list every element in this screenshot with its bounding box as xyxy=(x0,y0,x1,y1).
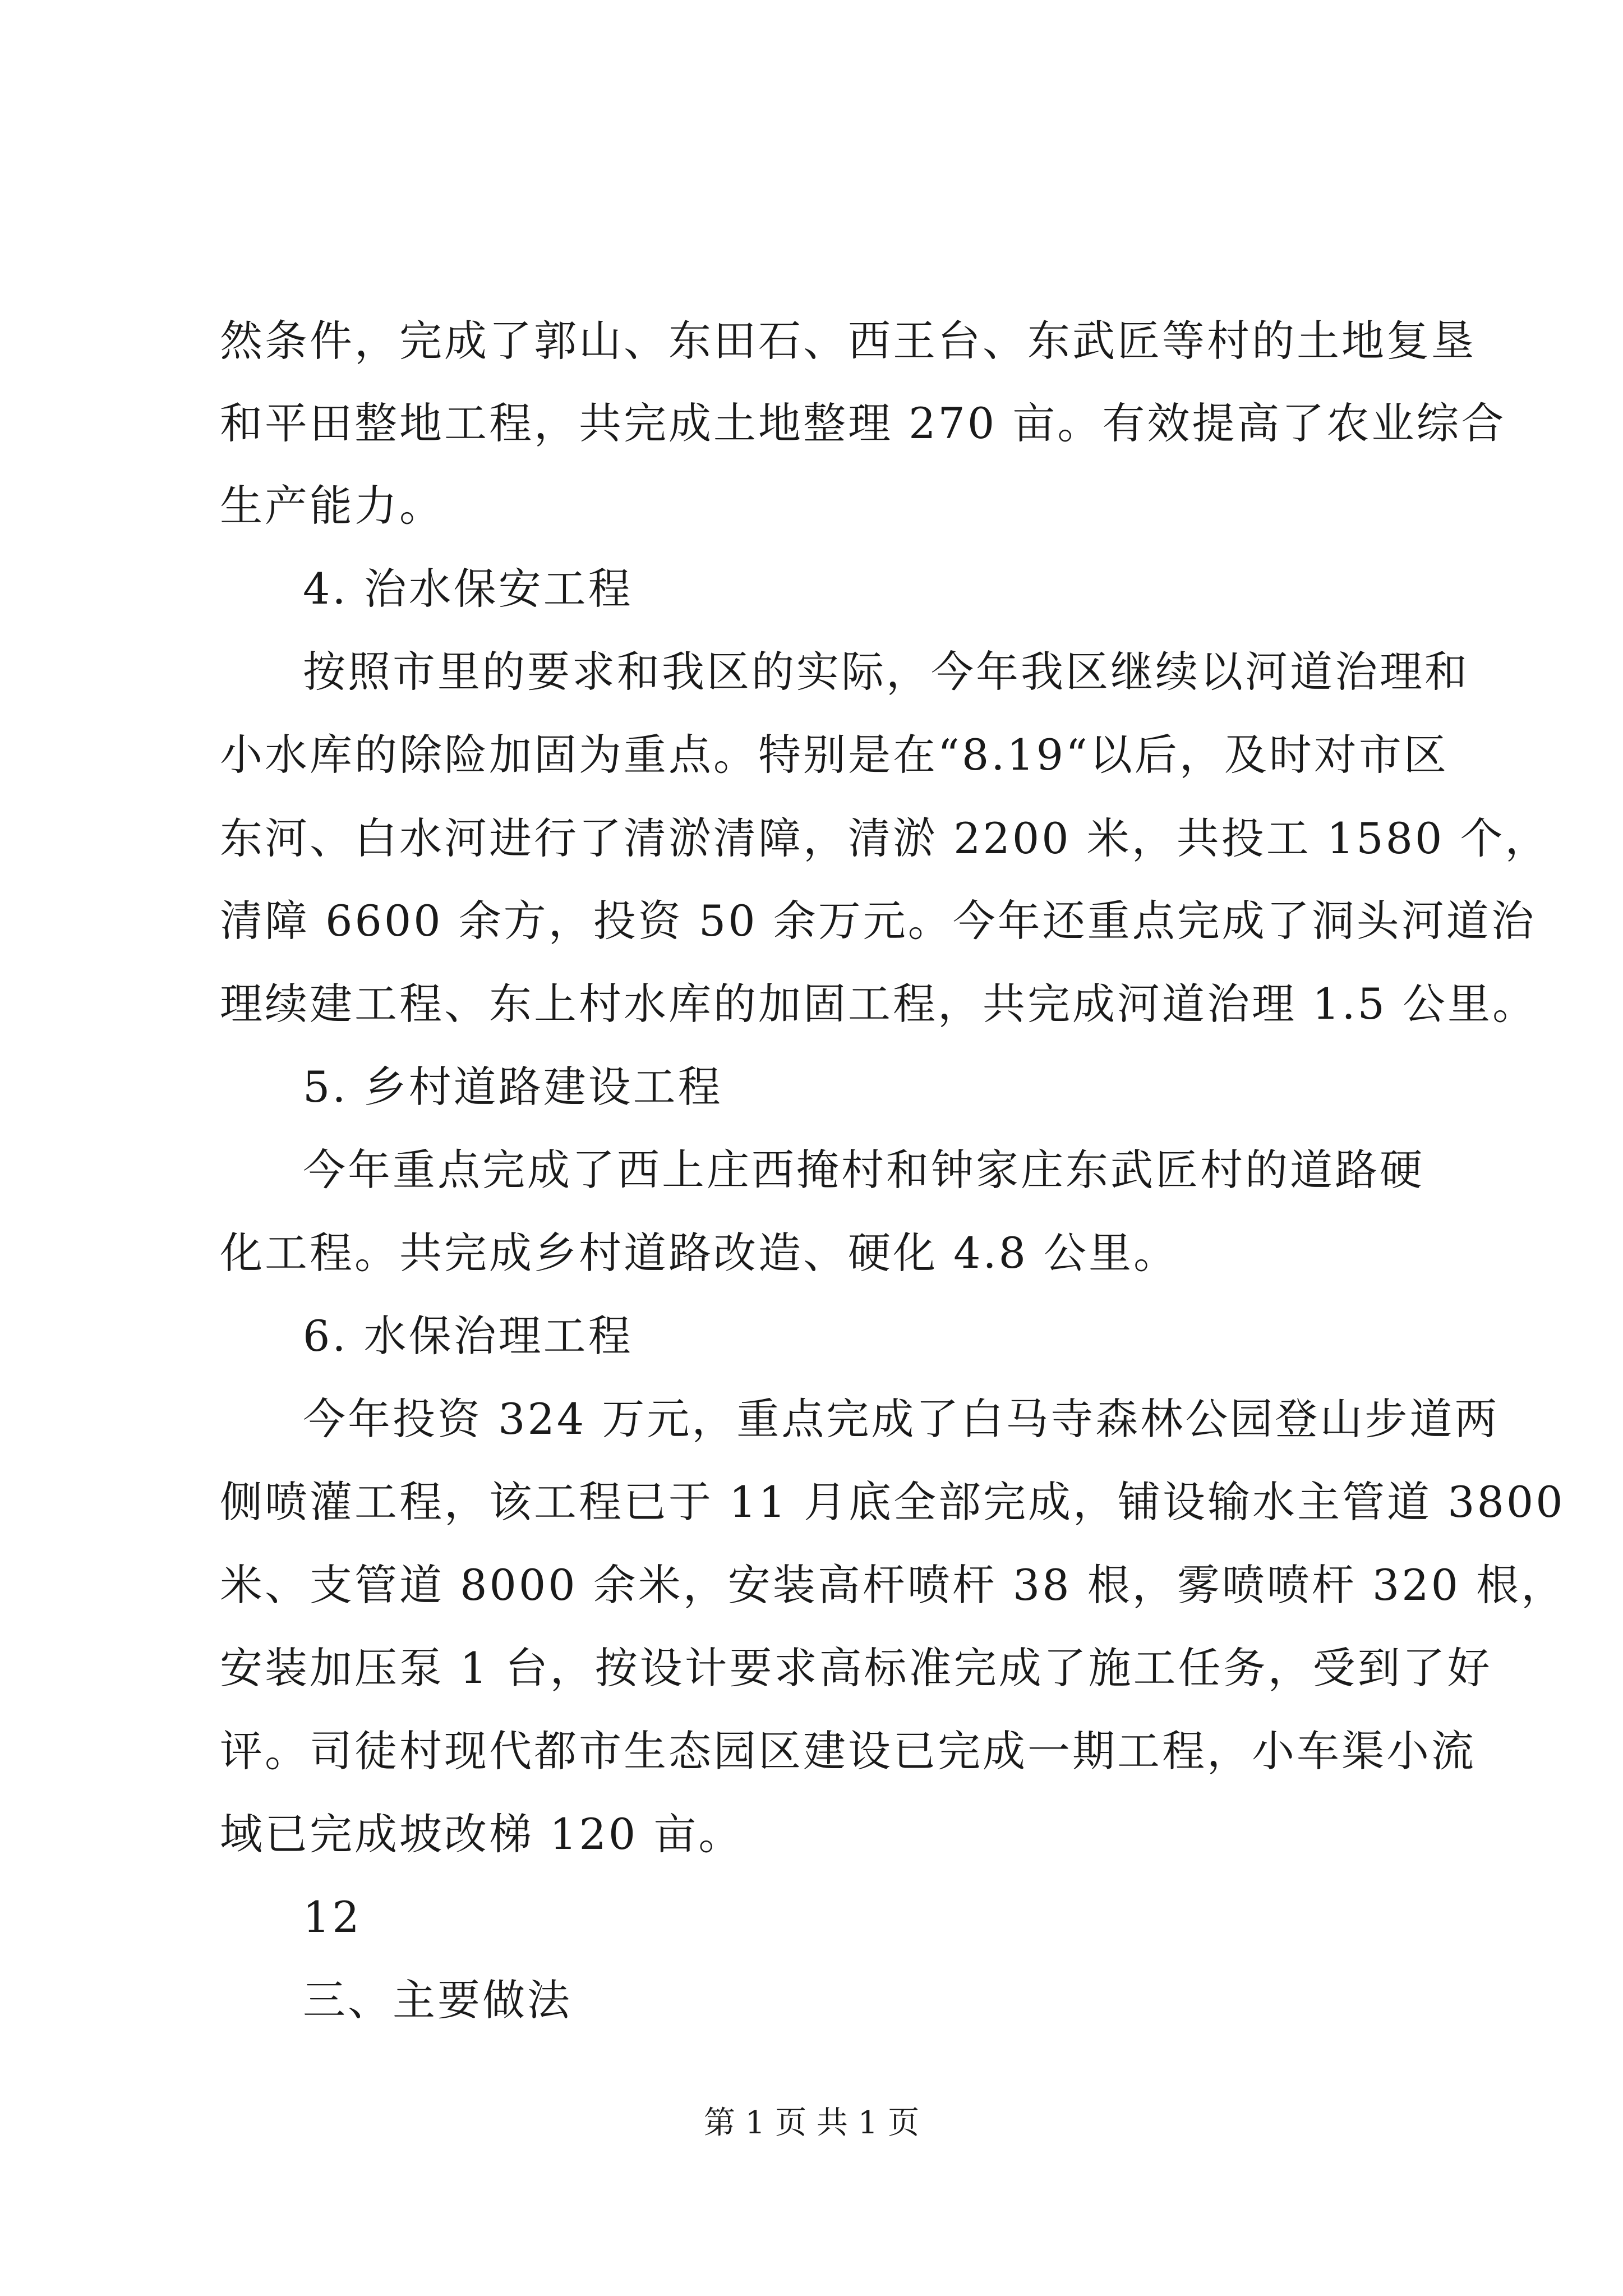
body-text-line: 侧喷灌工程，该工程已于 11 月底全部完成，铺设输水主管道 3800 xyxy=(220,1477,1565,1527)
body-text-line: 安装加压泵 1 台，按设计要求高标准完成了施工任务，受到了好 xyxy=(220,1643,1492,1693)
body-text-line: 今年重点完成了西上庄西掩村和钟家庄东武匠村的道路硬 xyxy=(303,1145,1424,1195)
body-text-line: 然条件，完成了郭山、东田石、西王台、东武匠等村的土地复垦 xyxy=(220,316,1476,366)
body-text-line: 今年投资 324 万元，重点完成了白马寺森林公园登山步道两 xyxy=(303,1394,1500,1444)
body-text-line: 东河、白水河进行了清淤清障，清淤 2200 米，共投工 1580 个， xyxy=(220,813,1550,863)
body-text-line: 小水库的除险加固为重点。特别是在“8.19“以后，及时对市区 xyxy=(220,730,1449,780)
page-footer: 第 1 页 共 1 页 xyxy=(703,2105,920,2141)
body-text-line: 米、支管道 8000 余米，安装高杆喷杆 38 根，雾喷喷杆 320 根， xyxy=(220,1560,1566,1610)
body-text-line: 按照市里的要求和我区的实际，今年我区继续以河道治理和 xyxy=(303,647,1469,697)
body-text-line: 和平田整地工程，共完成土地整理 270 亩。有效提高了农业综合 xyxy=(220,398,1506,448)
body-text-line: 域已完成坡改梯 120 亩。 xyxy=(220,1809,744,1859)
body-text-line: 理续建工程、东上村水库的加固工程，共完成河道治理 1.5 公里。 xyxy=(220,979,1538,1029)
body-text-line: 清障 6600 余方，投资 50 余万元。今年还重点完成了洞头河道治 xyxy=(220,896,1536,946)
body-text-line: 评。司徒村现代都市生态园区建设已完成一期工程，小车渠小流 xyxy=(220,1726,1476,1776)
section-heading: 6. 水保治理工程 xyxy=(303,1311,633,1361)
body-text-line: 生产能力。 xyxy=(220,481,444,531)
section-heading: 5. 乡村道路建设工程 xyxy=(303,1062,723,1112)
section-heading: 三、主要做法 xyxy=(303,1975,572,2025)
body-text-line: 化工程。共完成乡村道路改造、硬化 4.8 公里。 xyxy=(220,1228,1179,1278)
section-heading: 4. 治水保安工程 xyxy=(303,564,633,614)
page-number-text: 12 xyxy=(303,1892,362,1942)
